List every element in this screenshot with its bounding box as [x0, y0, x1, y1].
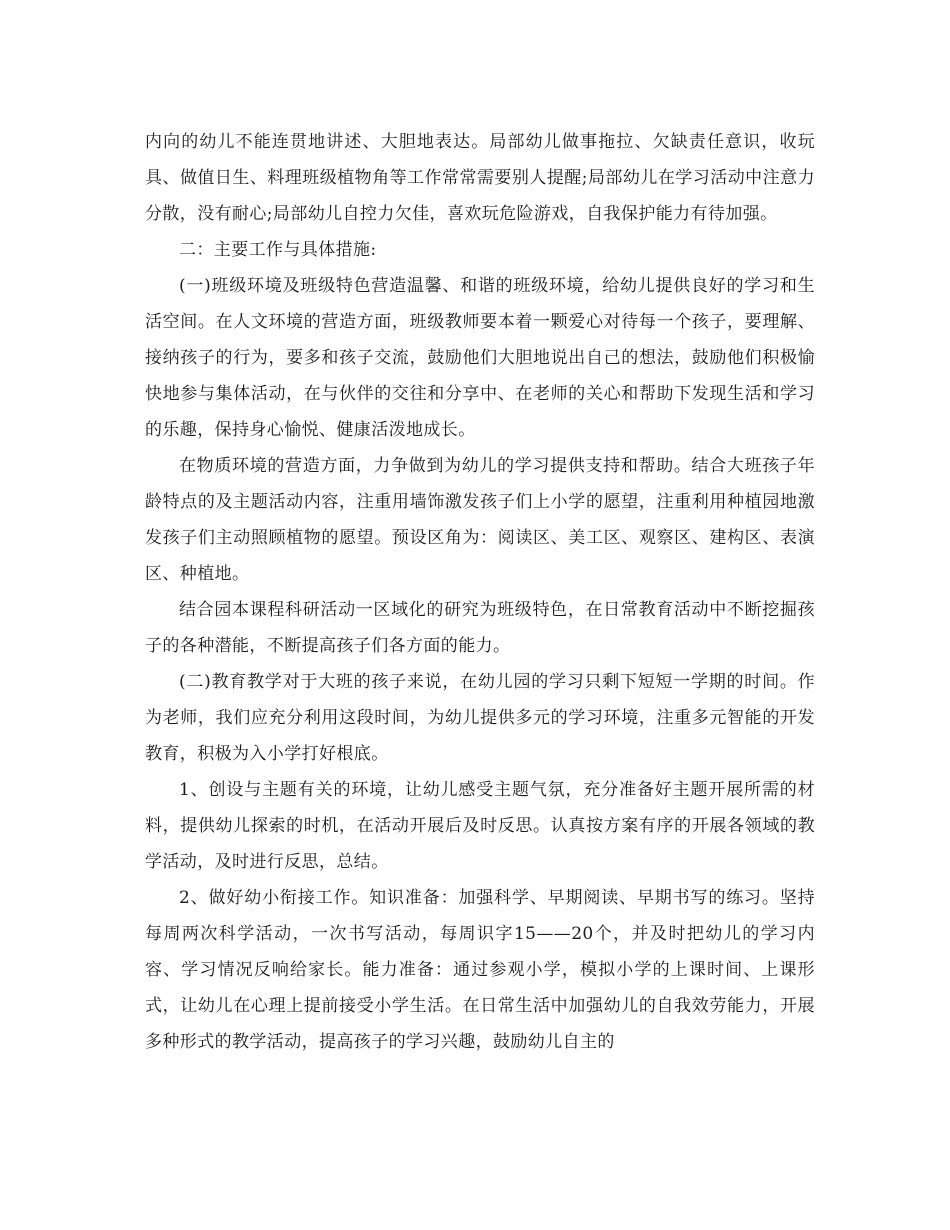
paragraph-6: (二)教育教学对于大班的孩子来说，在幼儿园的学习只剩下短短一学期的时间。作为老师，我们应充分利用这段时间，为幼儿提供多元的学习环境，注重多元智能的开发教育，积极为入小学打好根底。 [145, 672, 815, 764]
document-body [145, 124, 815, 1060]
paragraph-2-section-heading: 二：主要工作与具体措施: [179, 240, 377, 260]
paragraph-4: 在物质环境的营造方面，力争做到为幼儿的学习提供支持和帮助。结合大班孩子年龄特点的及主题活动内容，注重用墙饰激发孩子们上小学的愿望，注重利用种植园地激发孩子们主动照顾植物的愿望。预设区角为：阅读区、美工区、观察区、建构区、表演区、种植地。 [145, 456, 815, 584]
paragraph-5: 结合园本课程科研活动一区域化的研究为班级特色，在日常教育活动中不断挖掘孩子的各种潜能，不断提高孩子们各方面的能力。 [145, 600, 815, 656]
paragraph-1: 内向的幼儿不能连贯地讲述、大胆地表达。局部幼儿做事拖拉、欠缺责任意识，收玩具、做值日生、料理班级植物角等工作常常需要别人提醒;局部幼儿在学习活动中注意力分散，没有耐心;局部幼儿自控力欠佳，喜欢玩危险游戏，自我保护能力有待加强。 [145, 132, 815, 224]
paragraph-8: 2、做好幼小衔接工作。知识准备：加强科学、早期阅读、早期书写的练习。坚持每周两次科学活动，一次书写活动，每周识字15——20个，并及时把幼儿的学习内容、学习情况反响给家长。能力准备：通过参观小学，模拟小学的上课时间、上课形式，让幼儿在心理上提前接受小学生活。在日常生活中加强幼儿的自我效劳能力，开展多种形式的教学活动，提高孩子的学习兴趣，鼓励幼儿自主的 [145, 888, 815, 1052]
paragraph-3: (一)班级环境及班级特色营造温馨、和谐的班级环境，给幼儿提供良好的学习和生活空间。在人文环境的营造方面，班级教师要本着一颗爱心对待每一个孩子，要理解、接纳孩子的行为，要多和孩子交流，鼓励他们大胆地说出自己的想法，鼓励他们积极愉快地参与集体活动，在与伙伴的交往和分享中、在老师的关心和帮助下发现生活和学习的乐趣，保持身心愉悦、健康活泼地成长。 [145, 276, 815, 440]
paragraph-7: 1、创设与主题有关的环境，让幼儿感受主题气氛，充分准备好主题开展所需的材料，提供幼儿探索的时机，在活动开展后及时反思。认真按方案有序的开展各领域的教学活动，及时进行反思，总结。 [145, 780, 815, 872]
